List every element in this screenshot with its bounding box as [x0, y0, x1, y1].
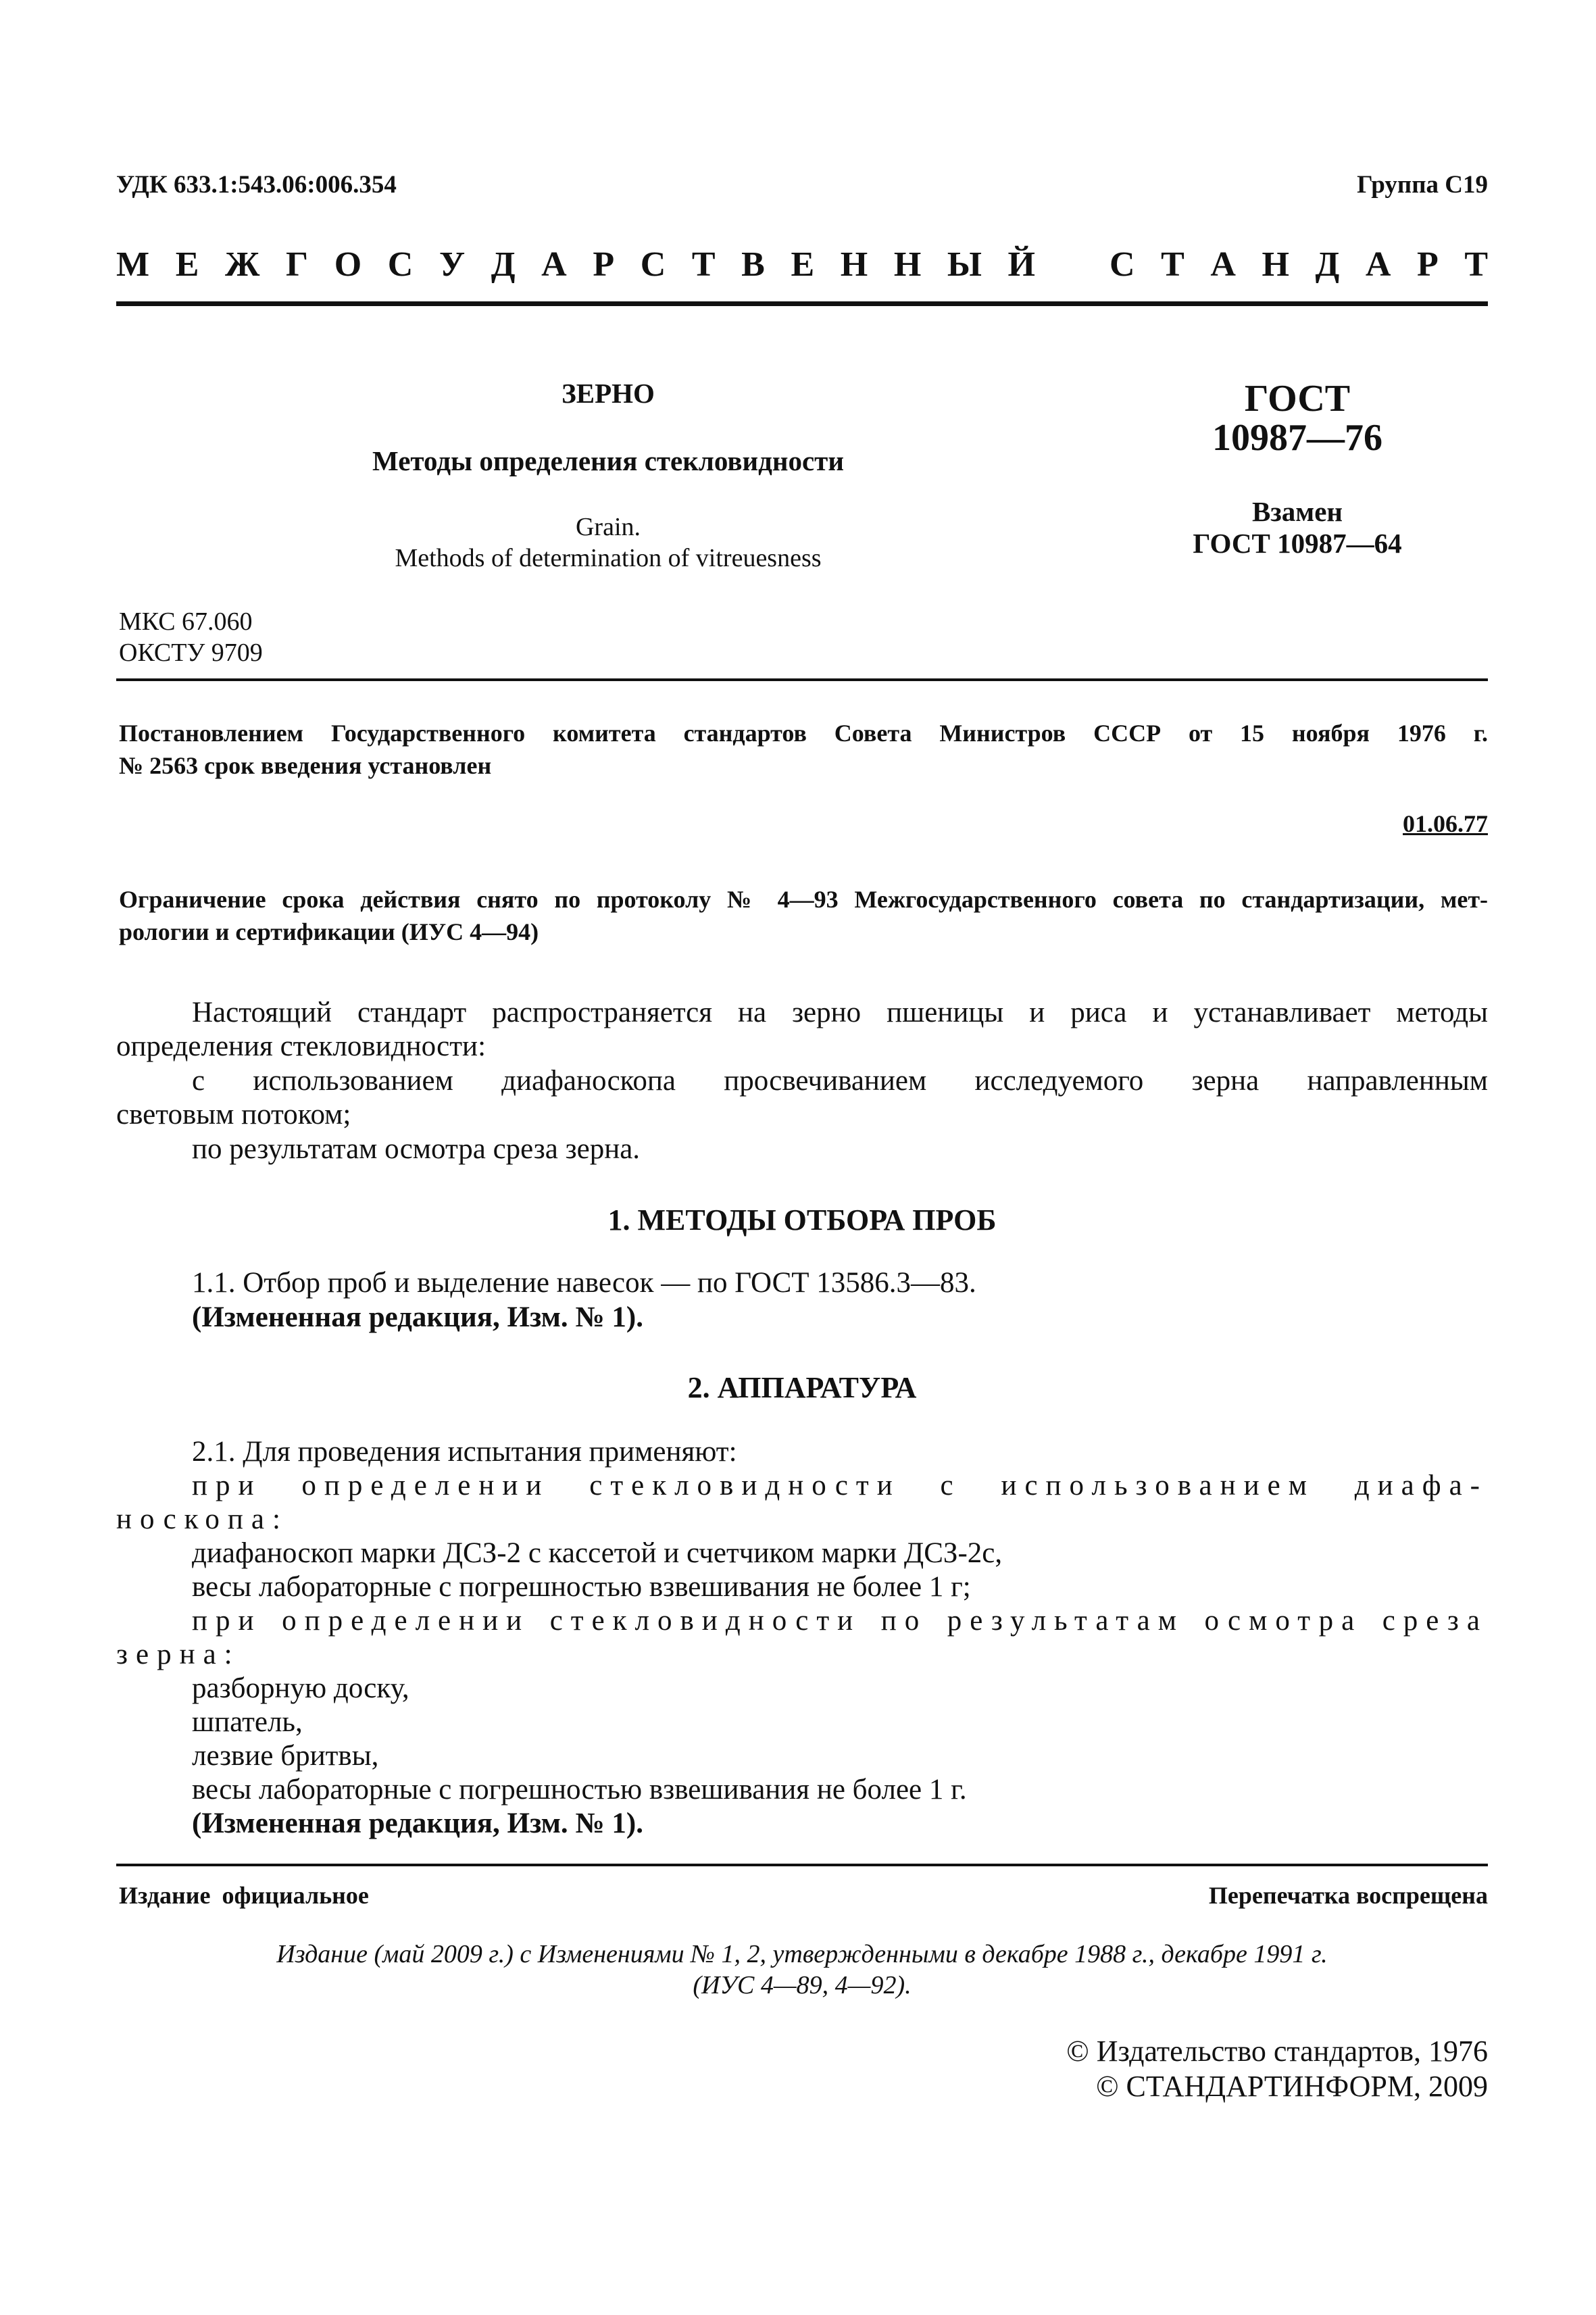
section-2-variant-b-line1: при определении стекловидности по результатам осмотра среза: [192, 1605, 1488, 1637]
doc-title: ЗЕРНО: [562, 378, 655, 409]
banner-word-interstate: [116, 245, 1035, 284]
decree-line-2: № 2563 срок введения установлен: [119, 752, 492, 779]
header-rule: [116, 301, 1488, 306]
doc-title-en-1: Grain.: [575, 513, 641, 541]
standard-banner: [116, 241, 1488, 288]
interstate-letter: Р: [593, 245, 615, 284]
interstate-letter: Е: [175, 245, 199, 284]
interstate-letter: Н: [893, 245, 922, 284]
limitation-line-2: рологии и сертификации (ИУС 4—94): [119, 918, 539, 945]
group-code: Группа С19: [1357, 171, 1488, 199]
standard-letter: Д: [1315, 245, 1340, 284]
standard-letter: А: [1365, 245, 1391, 284]
section-2-variant-a-line2: носкопа:: [116, 1503, 289, 1535]
interstate-letter: М: [116, 245, 150, 284]
section-2-heading: 2. АППАРАТУРА: [687, 1371, 917, 1404]
section-2-b-item-4: весы лабораторные с погрешностью взвешивания не более 1 г.: [192, 1774, 967, 1806]
replaces-label: Взамен: [1251, 496, 1343, 527]
interstate-letter: А: [541, 245, 567, 284]
interstate-letter: С: [387, 245, 414, 284]
interstate-letter: Г: [286, 245, 309, 284]
okstu-code: ОКСТУ 9709: [119, 639, 263, 667]
limitation-line-1: Ограничение срока действия снято по протоколу № 4—93 Межгосударственного совета по стандартизации, мет-: [119, 886, 1488, 913]
reprint-prohibited: Перепечатка воспрещена: [1208, 1882, 1488, 1909]
intro-p1-line2: определения стекловидности:: [116, 1030, 487, 1062]
section-2-variant-b-line2: зерна:: [116, 1639, 241, 1670]
udk-code: УДК 633.1:543.06:006.354: [116, 171, 397, 199]
section-2-a-item-2: весы лабораторные с погрешностью взвешивания не более 1 г;: [192, 1571, 971, 1603]
doc-subtitle: Методы определения стекловидности: [372, 445, 844, 476]
gost-number: 10987—76: [1212, 417, 1382, 459]
standard-letter: Т: [1161, 245, 1184, 284]
section-1-change-note: (Измененная редакция, Изм. № 1).: [192, 1301, 643, 1333]
copyright-1976: © Издательство стандартов, 1976: [1066, 2035, 1488, 2068]
interstate-letter: Т: [691, 245, 716, 284]
interstate-letter: Е: [791, 245, 815, 284]
footer-rule: [116, 1864, 1488, 1866]
standard-letter: С: [1109, 245, 1135, 284]
interstate-letter: Ы: [947, 245, 982, 284]
decree-line-1: Постановлением Государственного комитета стандартов Совета Министров СССР от 15 ноября 1976 г.: [119, 720, 1488, 747]
interstate-letter: Н: [840, 245, 868, 284]
gost-label: ГОСТ: [1244, 378, 1351, 420]
standard-letter: Р: [1416, 245, 1439, 284]
title-rule: [116, 678, 1488, 681]
section-1-heading: 1. МЕТОДЫ ОТБОРА ПРОБ: [607, 1203, 997, 1237]
section-2-a-item-1: диафаноскоп марки ДСЗ-2 с кассетой и счетчиком марки ДСЗ-2с,: [192, 1537, 1003, 1569]
interstate-letter: Й: [1007, 245, 1035, 284]
section-2-change-note: (Измененная редакция, Изм. № 1).: [192, 1808, 643, 1839]
intro-p3: по результатам осмотра среза зерна.: [192, 1133, 641, 1165]
copyright-2009: © СТАНДАРТИНФОРМ, 2009: [1096, 2070, 1488, 2103]
section-2-b-item-2: шпатель,: [192, 1706, 303, 1738]
section-2-item-2-1: 2.1. Для проведения испытания применяют:: [192, 1436, 737, 1468]
section-2-b-item-1: разборную доску,: [192, 1672, 409, 1704]
interstate-letter: С: [640, 245, 666, 284]
section-2-variant-a-line1: при определении стекловидности с использованием диафа-: [192, 1470, 1488, 1501]
standard-letter: Т: [1464, 245, 1488, 284]
edition-note-line1: Издание (май 2009 г.) с Изменениями № 1, 2, утвержденными в декабре 1988 г., декабре 1991 г.: [276, 1940, 1328, 1968]
intro-p2-line1: с использованием диафаноскопа просвечиванием исследуемого зерна направленным: [192, 1065, 1488, 1097]
interstate-letter: У: [439, 245, 466, 284]
standard-letter: Н: [1262, 245, 1289, 284]
banner-word-standard: [1109, 245, 1488, 284]
intro-p1-line1: Настоящий стандарт распространяется на зерно пшеницы и риса и устанавливает методы: [192, 997, 1488, 1028]
replaces-value: ГОСТ 10987—64: [1193, 528, 1402, 559]
interstate-letter: Д: [491, 245, 516, 284]
interstate-letter: Ж: [225, 245, 260, 284]
edition-note-line2: (ИУС 4—89, 4—92).: [693, 1971, 912, 1999]
standard-letter: А: [1210, 245, 1236, 284]
doc-title-en-2: Methods of determination of vitreuesness: [395, 544, 822, 572]
decree-effective-date: 01.06.77: [1403, 810, 1488, 837]
official-edition: Издание официальное: [119, 1882, 369, 1909]
section-1-item-1-1: 1.1. Отбор проб и выделение навесок — по ГОСТ 13586.3—83.: [192, 1267, 976, 1299]
interstate-letter: В: [741, 245, 765, 284]
section-2-b-item-3: лезвие бритвы,: [192, 1740, 379, 1772]
mks-code: МКС 67.060: [119, 607, 253, 636]
interstate-letter: О: [334, 245, 362, 284]
intro-p2-line2: световым потоком;: [116, 1099, 351, 1130]
